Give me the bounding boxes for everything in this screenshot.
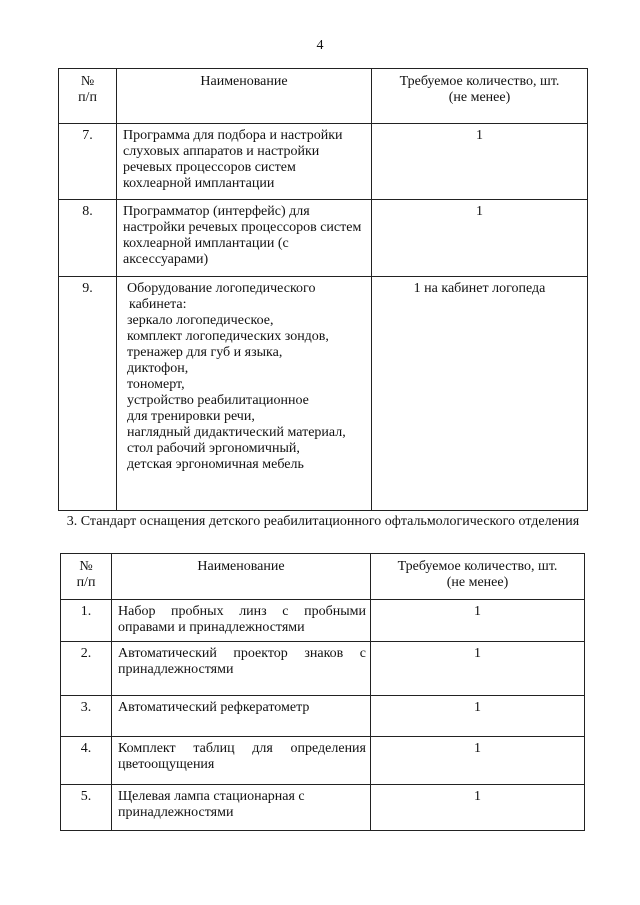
row-name: Автоматический проектор знаков с принадлежностями xyxy=(112,642,371,696)
equipment-line: тономерт, xyxy=(127,377,185,392)
equipment-line: диктофон, xyxy=(127,361,189,376)
table-row xyxy=(61,785,585,831)
row-name: Программатор (интерфейс) для настройки речевых процессоров систем кохлеарной имплантации (с аксессуарами) xyxy=(117,200,372,277)
row-quantity: 1 xyxy=(371,785,585,831)
equipment-table-1 xyxy=(58,68,588,511)
header-number: № п/п xyxy=(61,554,112,600)
equipment-line: наглядный дидактический материал, xyxy=(127,425,346,440)
row-quantity: 1 xyxy=(371,600,585,642)
row-quantity: 1 xyxy=(371,696,585,737)
table-row xyxy=(59,200,588,277)
row-number: 8. xyxy=(59,200,117,277)
header-name: Наименование xyxy=(117,69,372,124)
equipment-line: для тренировки речи, xyxy=(127,409,255,424)
header-name: Наименование xyxy=(112,554,371,600)
equipment-line: кабинета: xyxy=(129,297,187,312)
equipment-line: детская эргономичная мебель xyxy=(127,457,304,472)
equipment-table-2 xyxy=(60,553,585,831)
equipment-line: зеркало логопедическое, xyxy=(127,313,274,328)
row-number: 5. xyxy=(61,785,112,831)
row-name: Комплект таблиц для определения цветоощущения xyxy=(112,737,371,785)
table-row xyxy=(61,696,585,737)
table-row xyxy=(61,642,585,696)
equipment-line: стол рабочий эргономичный, xyxy=(127,441,300,456)
equipment-line: тренажер для губ и языка, xyxy=(127,345,283,360)
table-row xyxy=(59,277,588,511)
row-quantity: 1 xyxy=(371,642,585,696)
row-number: 4. xyxy=(61,737,112,785)
row-quantity: 1 xyxy=(372,124,588,200)
row-name xyxy=(117,277,372,511)
row-name: Щелевая лампа стационарная с принадлежностями xyxy=(112,785,371,831)
row-quantity: 1 xyxy=(371,737,585,785)
table-row xyxy=(61,600,585,642)
row-number: 7. xyxy=(59,124,117,200)
row-number: 9. xyxy=(59,277,117,511)
equipment-line: устройство реабилитационное xyxy=(127,393,309,408)
row-quantity: 1 xyxy=(372,200,588,277)
row-name: Программа для подбора и настройки слуховых аппаратов и настройки речевых процессоров систем кохлеарной имплантации xyxy=(117,124,372,200)
table-header-row xyxy=(61,554,585,600)
equipment-line: Оборудование логопедического xyxy=(127,281,316,296)
header-quantity: Требуемое количество, шт. (не менее) xyxy=(372,69,588,124)
row-number: 1. xyxy=(61,600,112,642)
row-number: 2. xyxy=(61,642,112,696)
header-number: № п/п xyxy=(59,69,117,124)
table-row xyxy=(61,737,585,785)
table-row xyxy=(59,124,588,200)
row-number: 3. xyxy=(61,696,112,737)
equipment-line: комплект логопедических зондов, xyxy=(127,329,329,344)
table-header-row xyxy=(59,69,588,124)
page-number: 4 xyxy=(316,38,324,53)
header-quantity: Требуемое количество, шт. (не менее) xyxy=(371,554,585,600)
row-quantity: 1 на кабинет логопеда xyxy=(372,277,588,511)
row-name: Автоматический рефкератометр xyxy=(112,696,371,737)
row-name: Набор пробных линз с пробными оправами и принадлежностями xyxy=(112,600,371,642)
section-3-title: 3. Стандарт оснащения детского реабилитационного офтальмологического отделения xyxy=(66,514,580,529)
